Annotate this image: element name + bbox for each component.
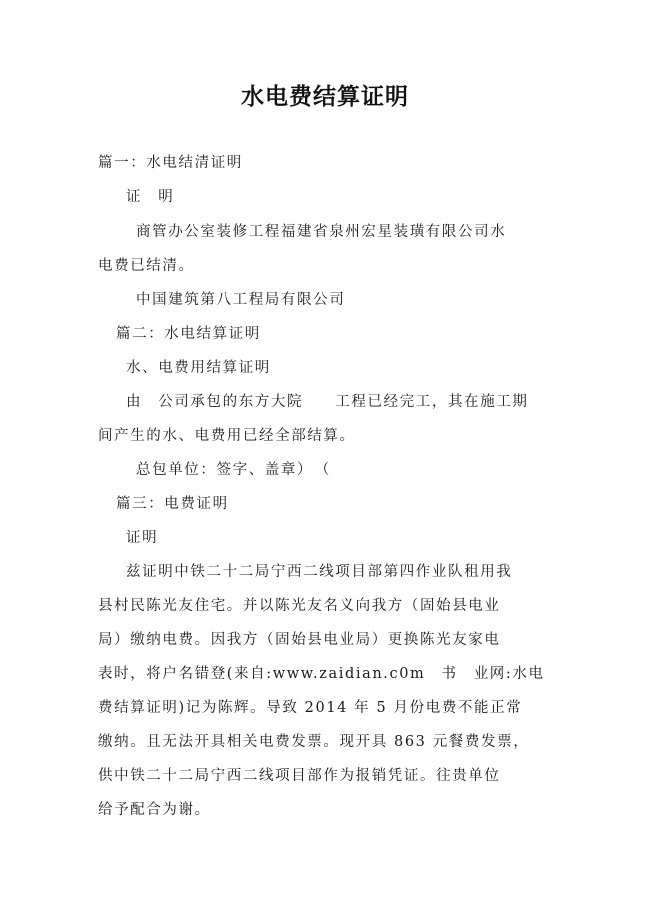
section-heading-3: 篇三：电费证明 — [116, 496, 229, 512]
paragraph-line: 兹证明中铁二十二局宁西二线项目部第四作业队租用我 — [126, 564, 513, 580]
paragraph-line: 供中铁二十二局宁西二线项目部作为报销凭证。往贵单位 — [98, 768, 501, 784]
paragraph-line: 间产生的水、电费用已经全部结算。 — [98, 428, 356, 444]
paragraph-line: 局）缴纳电费。因我方（固始县电业局）更换陈光友家电 — [98, 632, 501, 648]
signature-line: 总包单位：签字、盖章） （ — [136, 462, 331, 478]
paragraph-line: 表时，将户名错登(来自:www.zaidian.c0m 书 业网:水电 — [98, 666, 545, 682]
paragraph-line: 商管办公室装修工程福建省泉州宏星装璜有限公司水 — [136, 224, 507, 240]
paragraph-line: 给予配合为谢。 — [98, 802, 211, 818]
paragraph-line: 由 公司承包的东方大院 工程已经完工，其在施工期 — [126, 394, 529, 410]
certificate-label: 证明 — [126, 530, 159, 546]
section-heading-1: 篇一：水电结清证明 — [98, 155, 243, 171]
paragraph-line: 缴纳。且无法开具相关电费发票。现开具 863 元餐费发票， — [98, 734, 530, 750]
certificate-label: 证 明 — [126, 189, 175, 205]
section-heading-2: 篇二：水电结算证明 — [116, 326, 261, 342]
document-title: 水电费结算证明 — [241, 83, 409, 110]
subtitle: 水、电费用结算证明 — [126, 360, 271, 376]
paragraph-line: 县村民陈光友住宅。并以陈光友名义向我方（固始县电业 — [98, 598, 501, 614]
paragraph-line: 费结算证明)记为陈辉。导致 2014 年 5 月份电费不能正常 — [98, 700, 523, 716]
company-name: 中国建筑第八工程局有限公司 — [136, 292, 346, 308]
paragraph-line: 电费已结清。 — [98, 258, 195, 274]
